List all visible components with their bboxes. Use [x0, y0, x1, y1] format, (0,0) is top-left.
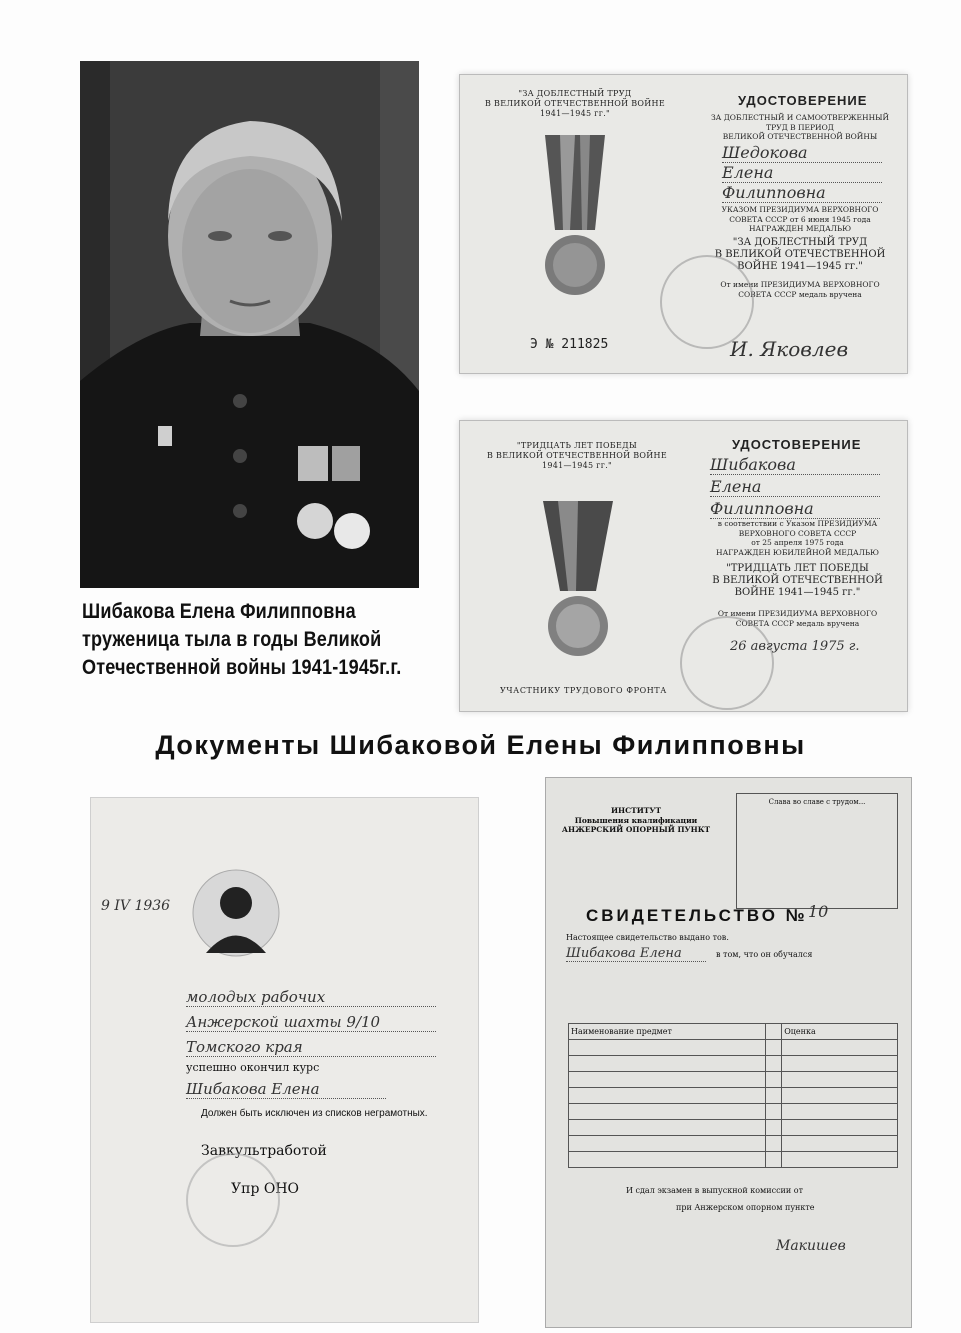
footer-text: при Анжерском опорном пункте [676, 1203, 815, 1212]
header-line: ИНСТИТУТ [610, 806, 662, 815]
award-line: ВОЙНЕ 1941—1945 гг." [734, 587, 861, 598]
table-cell [782, 1120, 898, 1136]
table-cell [782, 1104, 898, 1120]
table-cell [782, 1088, 898, 1104]
course-line: молодых рабочих [186, 988, 436, 1007]
certificate-title: СВИДЕТЕЛЬСТВО № [586, 906, 808, 925]
certificate-title: УДОСТОВЕРЕНИЕ [732, 437, 862, 452]
photo-caption [82, 598, 426, 682]
signature-label-1: Завкультработой [201, 1143, 327, 1159]
award-name [705, 563, 890, 599]
institute-header [561, 806, 711, 835]
table-cell [782, 1040, 898, 1056]
table-cell [766, 1040, 782, 1056]
table-cell [766, 1120, 782, 1136]
course-certificate [545, 777, 912, 1328]
medal-label-line: 1941—1945 гг." [539, 109, 611, 118]
table-cell [782, 1136, 898, 1152]
portrait-photo [80, 61, 419, 588]
recipient-name: Елена [710, 477, 880, 497]
study-text: в том, что он обучался [716, 950, 813, 959]
award-line: В ВЕЛИКОЙ ОТЕЧЕСТВЕННОЙ [714, 249, 886, 260]
table-cell [766, 1088, 782, 1104]
award-line: В ВЕЛИКОЙ ОТЕЧЕСТВЕННОЙ [712, 575, 883, 586]
exam-text: И сдал экзамен в выпускной комиссии от [626, 1186, 804, 1195]
table-cell [766, 1152, 782, 1168]
table-row [569, 1088, 766, 1104]
signature: Макишев [776, 1238, 846, 1254]
recipient-name: Шибакова Елена [566, 946, 706, 962]
decree-line: в соответствии с Указом ПРЕЗИДИУМА [717, 519, 878, 528]
recipient-patronymic: Филипповна [722, 183, 882, 203]
document-date: 9 IV 1936 [101, 898, 171, 914]
recipient-surname: Шедокова [722, 143, 882, 163]
certificate-number: 10 [808, 902, 829, 921]
stamp-icon [680, 616, 774, 710]
table-cell [782, 1072, 898, 1088]
recipient-surname: Шибакова [710, 455, 880, 475]
portrait-icon [191, 868, 281, 958]
certificate-subtitle [710, 113, 890, 142]
grade-column-header: Оценка [782, 1024, 898, 1040]
medal-label [482, 441, 672, 471]
table-cell [782, 1152, 898, 1168]
award-date: 26 августа 1975 г. [730, 639, 860, 654]
table-cell [766, 1136, 782, 1152]
decree-line: от 25 апреля 1975 года [751, 538, 844, 547]
medal-label-line: "ТРИДЦАТЬ ЛЕТ ПОБЕДЫ [516, 441, 638, 450]
table-row [569, 1120, 766, 1136]
decree-line: УКАЗОМ ПРЕЗИДИУМА ВЕРХОВНОГО [721, 205, 879, 214]
subjects-table [568, 1023, 898, 1168]
medal-label-line: В ВЕЛИКОЙ ОТЕЧЕСТВЕННОЙ ВОЙНЕ [485, 99, 665, 108]
medal-label-line: В ВЕЛИКОЙ ОТЕЧЕСТВЕННОЙ ВОЙНЕ [487, 451, 667, 460]
caption-line-1: Шибакова Елена Филипповна [82, 600, 356, 623]
slogan-box: Слава во славе с трудом... [736, 793, 898, 909]
exclusion-text: Должен быть исключен из списков неграмотных. [201, 1108, 428, 1119]
caption-line-3: Отечественной войны 1941-1945г.г. [82, 656, 402, 679]
table-row [569, 1104, 766, 1120]
table-row [569, 1072, 766, 1088]
medal-label [480, 89, 670, 119]
table-row [569, 1056, 766, 1072]
recipient-patronymic: Филипповна [710, 499, 880, 519]
literacy-document [90, 797, 479, 1323]
issued-line: От имени ПРЕЗИДИУМА ВЕРХОВНОГО [717, 609, 878, 618]
award-line: "ТРИДЦАТЬ ЛЕТ ПОБЕДЫ [726, 563, 869, 574]
region-line: Томского края [186, 1038, 436, 1057]
medal-icon [525, 130, 625, 300]
recipient-name: Елена [722, 163, 882, 183]
issued-line: СОВЕТА СССР медаль вручена [738, 289, 862, 299]
subject-column-header: Наименование предмет [569, 1024, 766, 1040]
caption-line-2: труженица тыла в годы Великой [82, 628, 382, 651]
table-row [569, 1152, 766, 1168]
table-cell [766, 1056, 782, 1072]
empty-column-header [766, 1024, 782, 1040]
award-line: "ЗА ДОБЛЕСТНЫЙ ТРУД [732, 237, 868, 248]
header-line: АНЖЕРСКИЙ ОПОРНЫЙ ПУНКТ [561, 825, 711, 834]
decree-text [710, 205, 890, 234]
student-name: Шибакова Елена [186, 1080, 386, 1099]
subtitle-line: ВЕЛИКОЙ ОТЕЧЕСТВЕННОЙ ВОЙНЫ [722, 132, 878, 141]
certificate-title: УДОСТОВЕРЕНИЕ [738, 93, 868, 108]
mine-line: Анжерской шахты 9/10 [186, 1013, 436, 1032]
certificate-medal-labour [459, 74, 908, 374]
stamp-icon [186, 1153, 280, 1247]
table-row [569, 1136, 766, 1152]
issued-line: От имени ПРЕЗИДИУМА ВЕРХОВНОГО [720, 280, 880, 289]
issued-to: Настоящее свидетельство выдано тов. [566, 933, 729, 942]
table-cell [766, 1072, 782, 1088]
section-title: Документы Шибаковой Елены Филипповны [155, 730, 806, 760]
certificate-medal-victory [459, 420, 908, 712]
portrait-illustration [80, 61, 419, 588]
medal-icon [528, 496, 628, 666]
table-row [569, 1040, 766, 1056]
medal-label-line: "ЗА ДОБЛЕСТНЫЙ ТРУД [518, 89, 632, 98]
header-line: Повышения квалификации [574, 815, 698, 825]
decree-line: НАГРАЖДЕН МЕДАЛЬЮ [748, 224, 852, 233]
issued-line: СОВЕТА СССР медаль вручена [735, 618, 860, 628]
medal-label-line: 1941—1945 гг." [541, 461, 613, 470]
certificate-number: Э № 211825 [530, 337, 609, 352]
signature-label-2: Упр ОНО [231, 1181, 300, 1197]
decree-text [705, 519, 890, 557]
subtitle-line: ЗА ДОБЛЕСТНЫЙ И САМООТВЕРЖЕННЫЙ ТРУД В ПЕРИОД [710, 113, 890, 132]
decree-line: НАГРАЖДЕН ЮБИЛЕЙНОЙ МЕДАЛЬЮ [716, 547, 879, 557]
award-line: ВОЙНЕ 1941—1945 гг." [737, 261, 863, 272]
decree-line: ВЕРХОВНОГО СОВЕТА СССР [738, 528, 857, 538]
table-cell [782, 1056, 898, 1072]
stamp-icon [660, 255, 754, 349]
decree-line: СОВЕТА СССР от 6 июня 1945 года [729, 214, 871, 224]
signature: И. Яковлев [730, 337, 849, 361]
certificate-footer: УЧАСТНИКУ ТРУДОВОГО ФРОНТА [500, 686, 667, 695]
completion-text: успешно окончил курс [186, 1061, 320, 1074]
table-cell [766, 1104, 782, 1120]
